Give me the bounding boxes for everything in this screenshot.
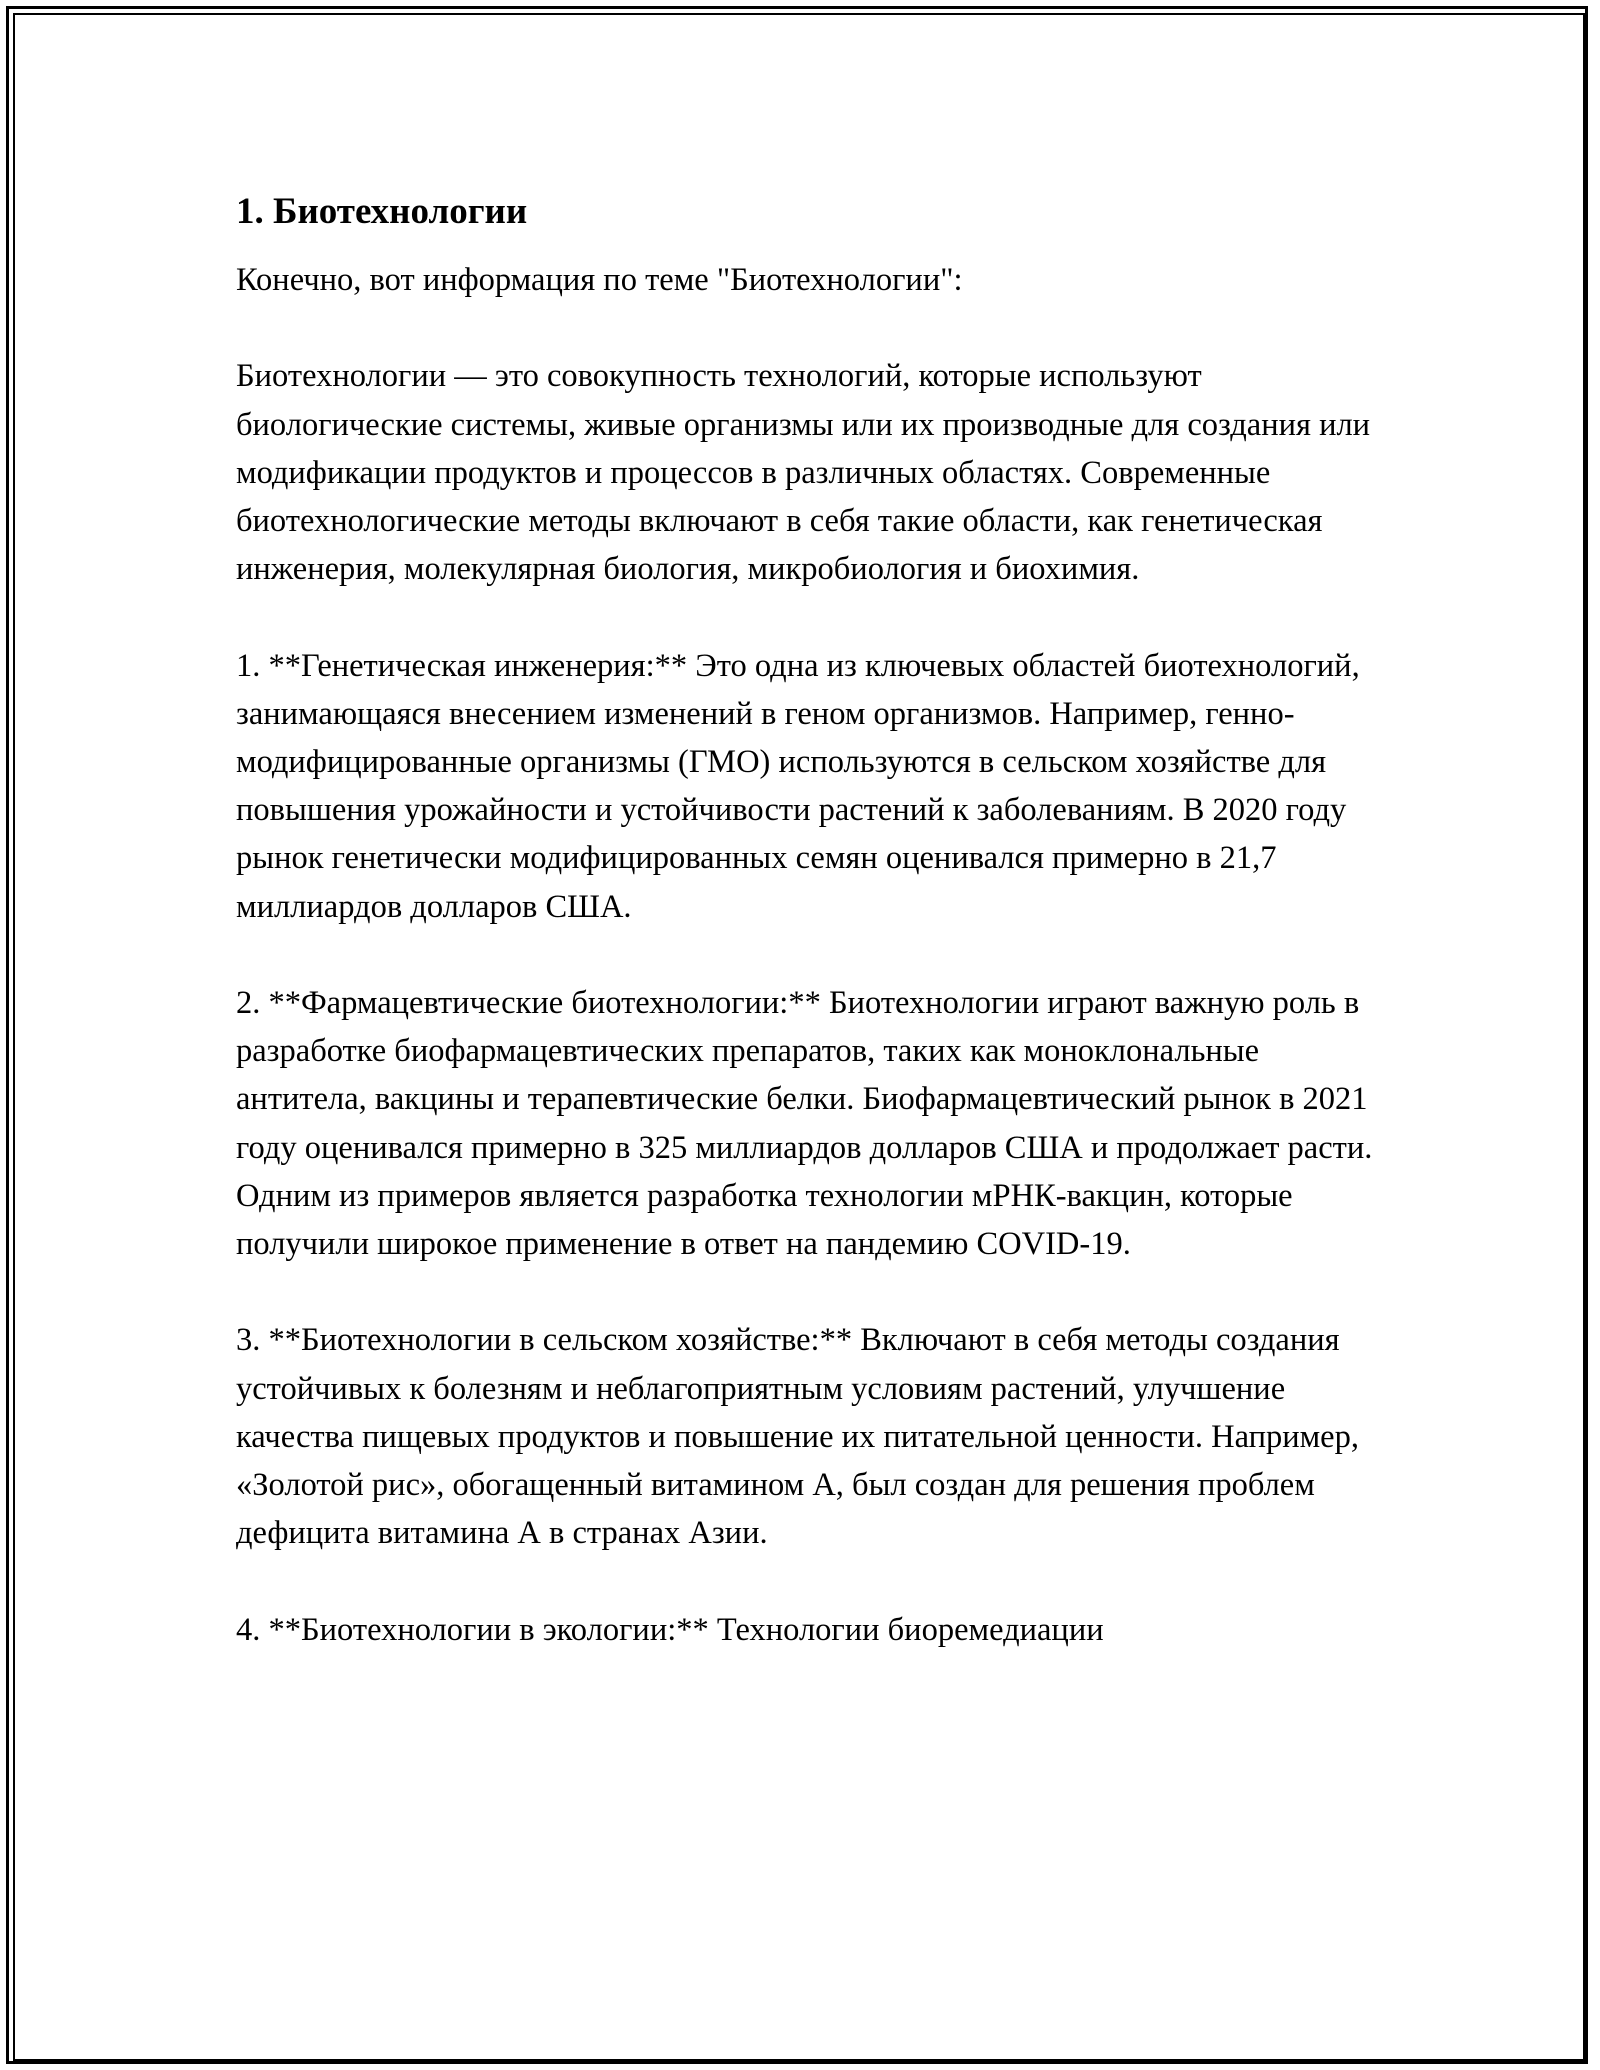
document-title: 1. Биотехнологии xyxy=(236,191,528,232)
list-item-genetic-engineering: 1. **Генетическая инженерия:** Это одна из ключевых областей биотехнологий, занимающаяся внесением изменений в геном организмов. Например, генно-модифицированные организмы (ГМО) используются в сельском хозяйстве для повышения урожайности и устойчивости растений к заболеваниям. В 2020 году рынок генетически модифицированных семян оценивался примерно в 21,7 миллиардов долларов США. xyxy=(236,647,1360,925)
document-body xyxy=(236,188,1396,1702)
intro-paragraph: Конечно, вот информация по теме "Биотехнологии": xyxy=(236,262,963,298)
definition-paragraph: Биотехнологии — это совокупность технологий, которые используют биологические системы, живые организмы или их производные для создания или модификации продуктов и процессов в различных областях. Современные биотехнологические методы включают в себя такие области, как генетическая инженерия, молекулярная биология, микробиология и биохимия. xyxy=(236,358,1371,588)
list-item-agri-biotech: 3. **Биотехнологии в сельском хозяйстве:** Включают в себя методы создания устойчивых к болезням и неблагоприятным условиям растений, улучшение качества пищевых продуктов и повышение их питательной ценности. Например, «Золотой рис», обогащенный витамином А, был создан для решения проблем дефицита витамина А в странах Азии. xyxy=(236,1322,1359,1552)
list-item-pharma-biotech: 2. **Фармацевтические биотехнологии:** Биотехнологии играют важную роль в разработке биофармацевтических препаратов, таких как моноклональные антитела, вакцины и терапевтические белки. Биофармацевтический рынок в 2021 году оценивался примерно в 325 миллиардов долларов США и продолжает расти. Одним из примеров является разработка технологии мРНК-вакцин, которые получили широкое применение в ответ на пандемию COVID-19. xyxy=(236,985,1373,1263)
list-item-eco-biotech: 4. **Биотехнологии в экологии:** Технологии биоремедиации xyxy=(236,1611,1104,1648)
